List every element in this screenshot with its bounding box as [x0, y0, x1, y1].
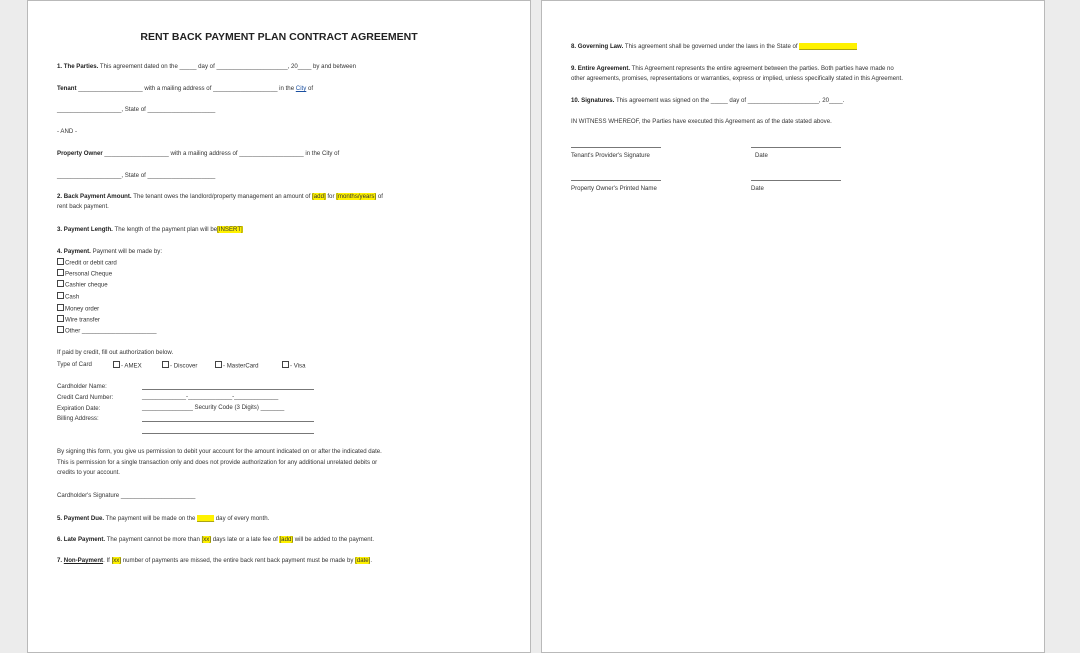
checkbox[interactable]: [282, 361, 289, 368]
payment-option[interactable]: Wire transfer: [57, 315, 100, 324]
cardholder-name-label: Cardholder Name:: [57, 383, 107, 390]
checkbox[interactable]: [57, 269, 64, 276]
checkbox[interactable]: [57, 315, 64, 322]
card-discover[interactable]: - Discover: [162, 361, 197, 370]
expiration-label: Expiration Date:: [57, 405, 101, 412]
card-type-label: Type of Card: [57, 361, 92, 368]
payment-due-line: 5. Payment Due. The payment will be made on the _____ day of every month.: [57, 515, 270, 522]
governing-law-line: 8. Governing Law. This agreement shall be governed under the laws in the State of _________________: [571, 43, 857, 50]
checkbox[interactable]: [57, 304, 64, 311]
authorization-text-2: This is permission for a single transaction only and does not provide authorization for any additional unrelated debits or: [57, 459, 378, 466]
owner-line: Property Owner ___________________ with a mailing address of ___________________ in the City of: [57, 150, 340, 157]
card-number-label: Credit Card Number:: [57, 394, 114, 401]
checkbox[interactable]: [215, 361, 222, 368]
card-mastercard[interactable]: - MasterCard: [215, 361, 259, 370]
tenant-date-label: Date: [755, 152, 768, 159]
witness-line: IN WITNESS WHEREOF, the Parties have executed this Agreement as of the date stated above.: [571, 118, 832, 125]
tenant-signature-label: Tenant's Provider's Signature: [571, 152, 650, 159]
card-amex[interactable]: - AMEX: [113, 361, 142, 370]
non-payment-line: 7. Non-Payment. If [xx] number of payments are missed, the entire back rent back payment must be made by [date].: [57, 557, 373, 564]
owner-signature-line[interactable]: [571, 180, 661, 181]
owner-signature-label: Property Owner's Printed Name: [571, 185, 657, 192]
payment-option[interactable]: Credit or debit card: [57, 258, 117, 267]
and-separator: - AND -: [57, 128, 77, 135]
payment-heading-line: 4. Payment. Payment will be made by:: [57, 248, 163, 255]
signatures-line: 10. Signatures. This agreement was signed on the _____ day of _____________________, 20____.: [571, 97, 845, 104]
cardholder-signature: Cardholder's Signature ______________________: [57, 492, 196, 499]
tenant-signature-line[interactable]: [571, 147, 661, 148]
cardholder-name-line[interactable]: [142, 389, 314, 390]
credit-intro: If paid by credit, fill out authorization below.: [57, 349, 174, 356]
back-payment-line: 2. Back Payment Amount. The tenant owes the landlord/property management an amount of [add] for [months/years] of: [57, 193, 383, 200]
authorization-text-1: By signing this form, you give us permission to debit your account for the amount indicated on or after the indicated date.: [57, 448, 382, 455]
owner-date-line[interactable]: [751, 180, 841, 181]
authorization-text-3: credits to your account.: [57, 469, 120, 476]
card-number-line[interactable]: _____________-_____________-_____________: [142, 393, 279, 400]
payment-length-line: 3. Payment Length. The length of the payment plan will be[INSERT]: [57, 226, 243, 233]
entire-agreement-line: 9. Entire Agreement. This Agreement represents the entire agreement between the parties. Both parties have made no: [571, 65, 894, 72]
back-payment-line-2: rent back payment.: [57, 203, 109, 210]
checkbox[interactable]: [57, 258, 64, 265]
checkbox[interactable]: [113, 361, 120, 368]
expiration-line[interactable]: _______________ Security Code (3 Digits) _______: [142, 404, 285, 411]
payment-option[interactable]: Money order: [57, 304, 99, 313]
city-link[interactable]: City: [295, 85, 307, 92]
checkbox[interactable]: [57, 292, 64, 299]
billing-address-label: Billing Address:: [57, 415, 99, 422]
tenant-date-line[interactable]: [751, 147, 841, 148]
payment-option[interactable]: Cash: [57, 292, 79, 301]
document-page-1: [27, 0, 531, 653]
checkbox[interactable]: [57, 280, 64, 287]
entire-agreement-line-2: other agreements, promises, representations or warranties, express or implied, unless specifically stated in this Agreement.: [571, 75, 903, 82]
payment-option[interactable]: Other ______________________: [57, 326, 157, 335]
billing-address-line-2[interactable]: [142, 433, 314, 434]
payment-option[interactable]: Cashier cheque: [57, 280, 108, 289]
card-visa[interactable]: - Visa: [282, 361, 305, 370]
tenant-line: Tenant ___________________ with a mailing address of ___________________ in the City of: [57, 85, 314, 92]
owner-state-line: ___________________, State of ____________________: [57, 172, 216, 179]
billing-address-line[interactable]: [142, 421, 314, 422]
tenant-state-line: ___________________, State of ____________________: [57, 106, 216, 113]
late-payment-line: 6. Late Payment. The payment cannot be more than [xx] days late or a late fee of [add] will be added to the payment.: [57, 536, 375, 543]
parties-line: 1. The Parties. This agreement dated on the _____ day of _____________________, 20____ by and between: [57, 63, 357, 70]
document-page-2: [541, 0, 1045, 653]
payment-option[interactable]: Personal Cheque: [57, 269, 112, 278]
document-title: RENT BACK PAYMENT PLAN CONTRACT AGREEMENT: [140, 31, 418, 43]
checkbox[interactable]: [57, 326, 64, 333]
checkbox[interactable]: [162, 361, 169, 368]
owner-date-label: Date: [751, 185, 764, 192]
